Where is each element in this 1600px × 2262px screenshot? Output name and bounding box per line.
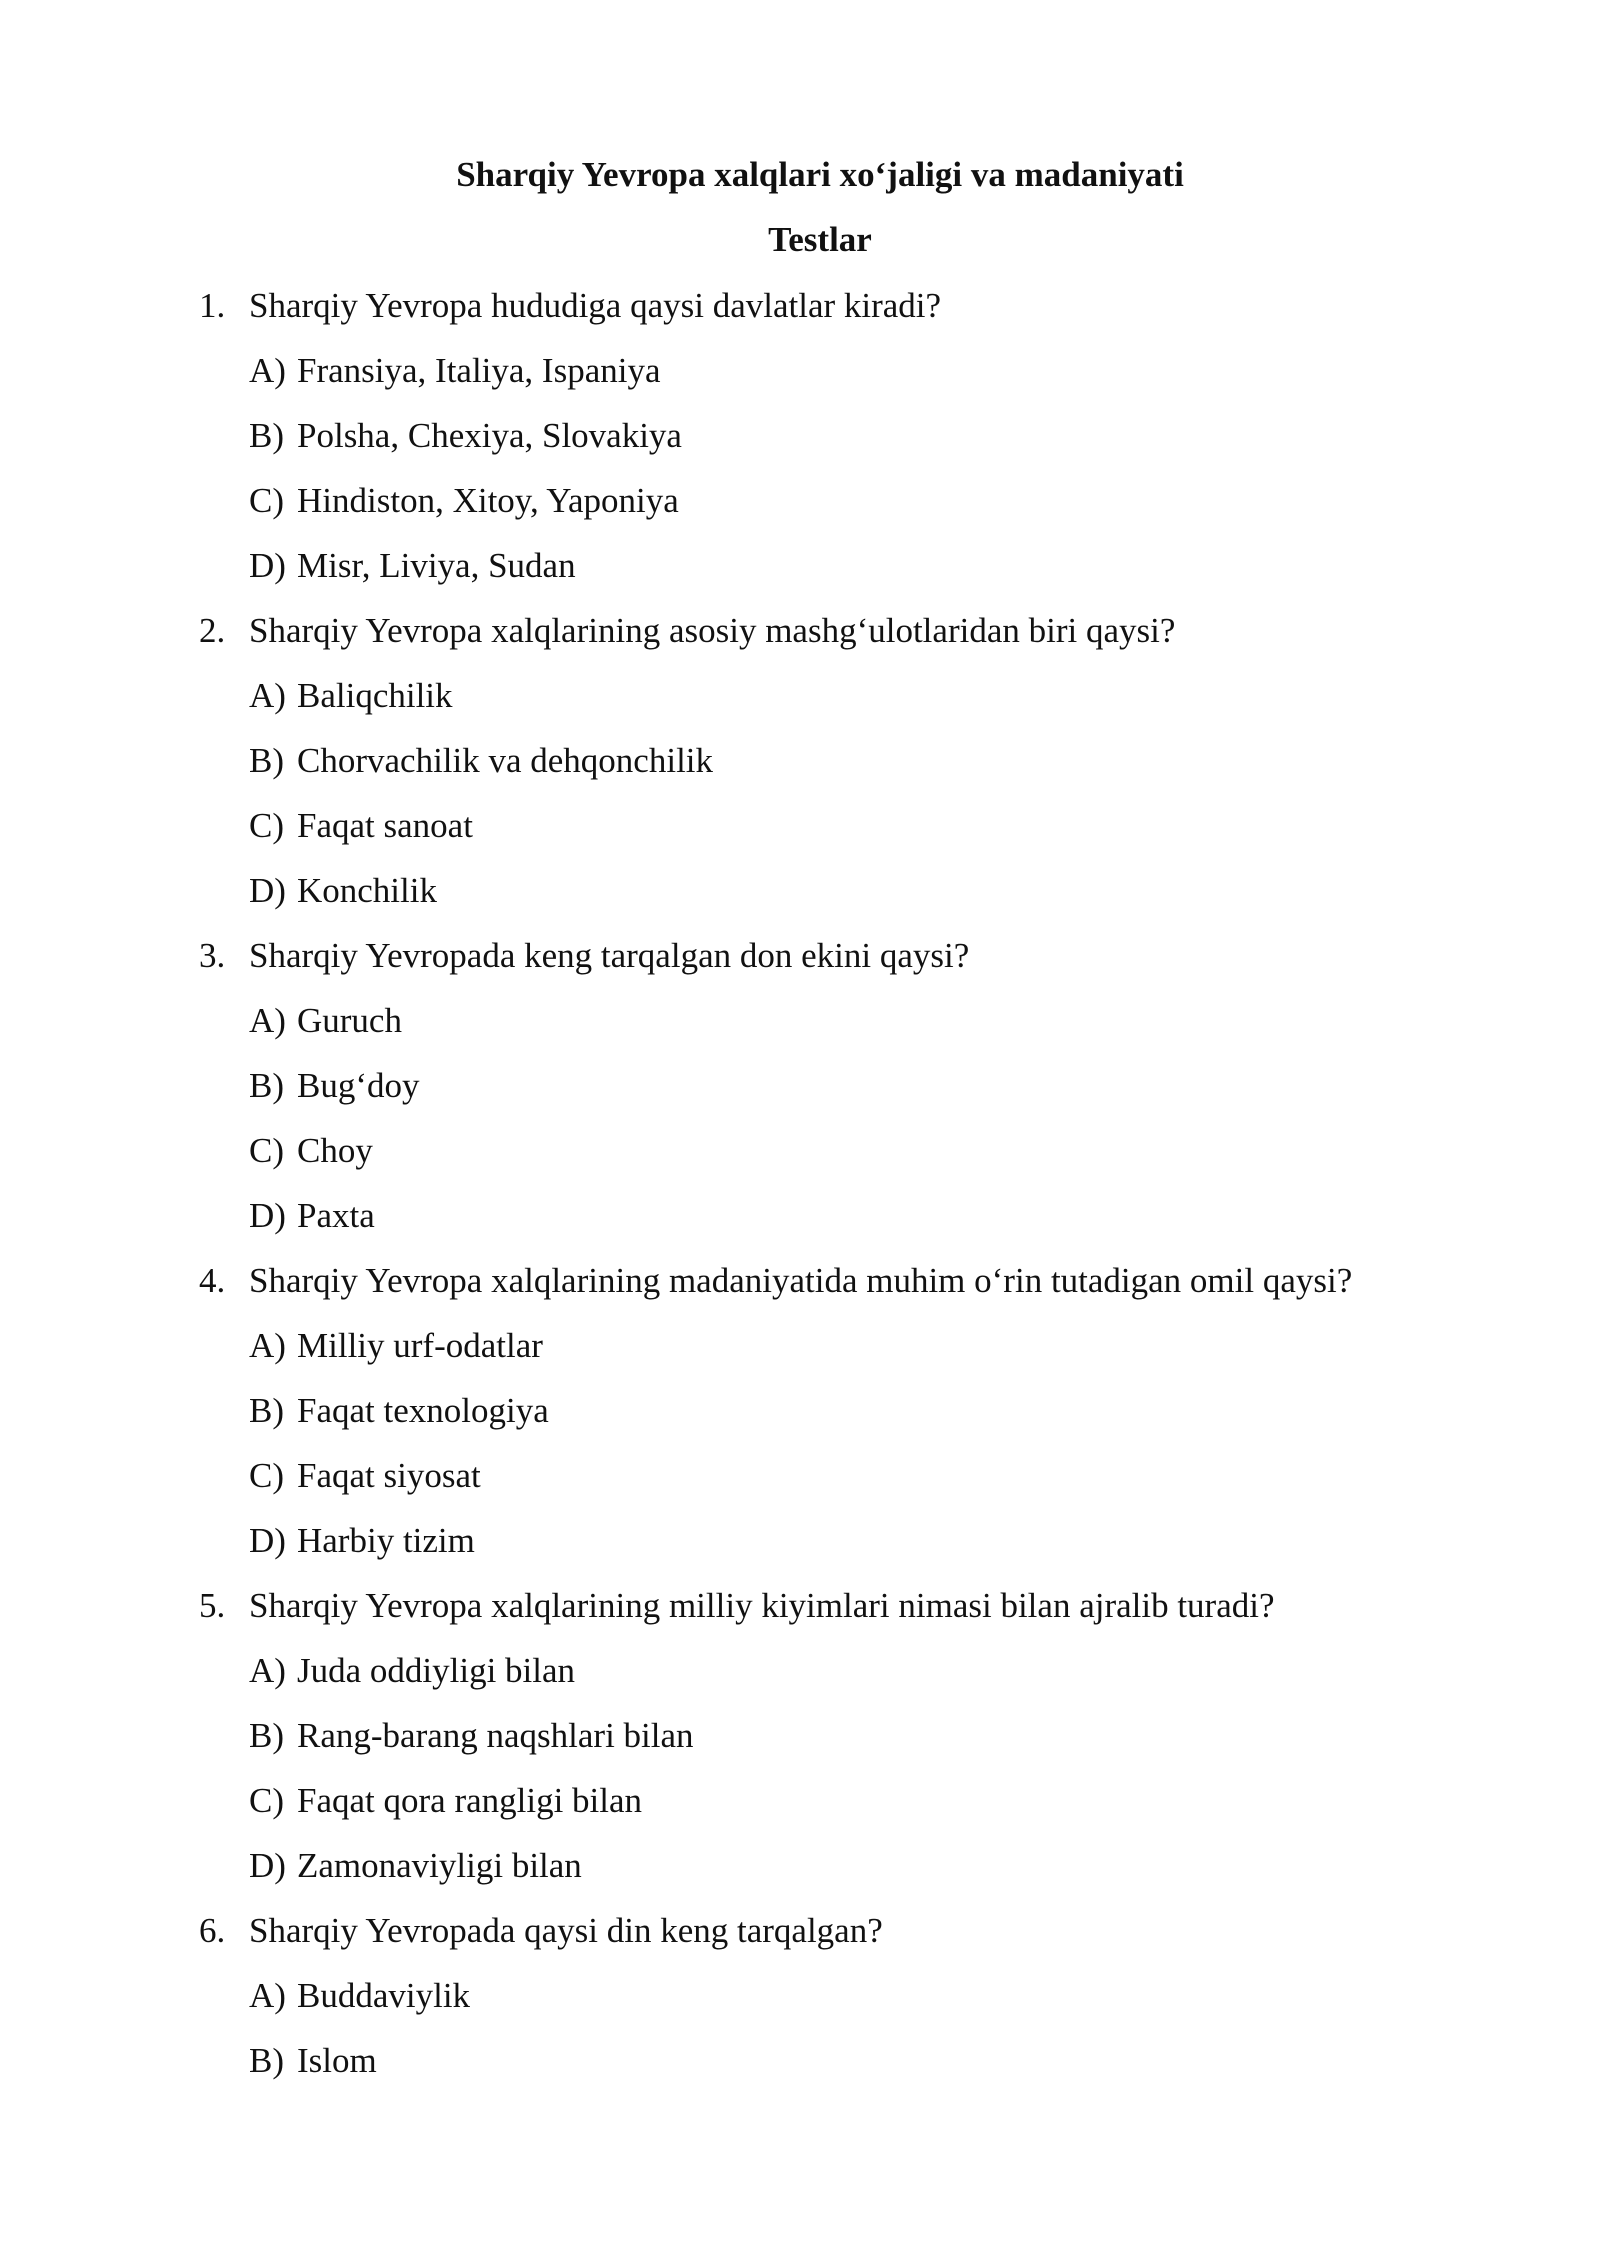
option-c — [0, 481, 1600, 546]
question-6 — [0, 1911, 1600, 2106]
option-a — [0, 1326, 1600, 1391]
option-b — [0, 416, 1600, 481]
question-number: 2. — [199, 611, 226, 650]
option-list — [0, 1001, 1600, 1261]
option-label: B) — [249, 1066, 284, 1105]
option-text: Harbiy tizim — [297, 1521, 475, 1560]
option-a — [0, 1976, 1600, 2041]
option-c — [0, 1456, 1600, 1521]
option-list — [0, 1326, 1600, 1586]
option-list — [0, 351, 1600, 611]
option-label: C) — [249, 481, 284, 520]
option-label: A) — [249, 1001, 286, 1040]
question-text: Sharqiy Yevropa xalqlarining madaniyatida muhim o‘rin tutadigan omil qaysi? — [249, 1261, 1353, 1300]
question-list — [0, 286, 1600, 2106]
option-label: C) — [249, 806, 284, 845]
option-text: Hindiston, Xitoy, Yaponiya — [297, 481, 679, 520]
question-2 — [0, 611, 1600, 936]
question-line — [0, 286, 1600, 351]
option-d — [0, 1196, 1600, 1261]
option-label: B) — [249, 416, 284, 455]
option-label: B) — [249, 1391, 284, 1430]
option-a — [0, 1001, 1600, 1066]
question-text: Sharqiy Yevropada qaysi din keng tarqalgan? — [249, 1911, 883, 1950]
option-d — [0, 871, 1600, 936]
option-text: Konchilik — [297, 871, 437, 910]
question-text: Sharqiy Yevropa xalqlarining asosiy mashg‘ulotlaridan biri qaysi? — [249, 611, 1176, 650]
option-label: D) — [249, 871, 286, 910]
option-text: Paxta — [297, 1196, 375, 1235]
option-label: D) — [249, 1196, 286, 1235]
option-label: D) — [249, 1521, 286, 1560]
option-text: Chorvachilik va dehqonchilik — [297, 741, 714, 780]
option-label: D) — [249, 546, 286, 585]
option-label: A) — [249, 676, 286, 715]
option-text: Zamonaviyligi bilan — [297, 1846, 582, 1885]
option-text: Juda oddiyligi bilan — [297, 1651, 576, 1690]
question-4 — [0, 1261, 1600, 1586]
document-subtitle: Testlar — [768, 220, 872, 259]
option-text: Faqat siyosat — [297, 1456, 481, 1495]
option-text: Polsha, Chexiya, Slovakiya — [297, 416, 682, 455]
question-line — [0, 611, 1600, 676]
question-text: Sharqiy Yevropa hududiga qaysi davlatlar kiradi? — [249, 286, 942, 325]
option-label: C) — [249, 1131, 284, 1170]
option-list — [0, 1651, 1600, 1911]
document-title: Sharqiy Yevropa xalqlari xo‘jaligi va madaniyati — [456, 155, 1184, 194]
option-label: B) — [249, 741, 284, 780]
option-label: C) — [249, 1456, 284, 1495]
option-label: D) — [249, 1846, 286, 1885]
option-d — [0, 1521, 1600, 1586]
option-text: Misr, Liviya, Sudan — [297, 546, 576, 585]
option-label: A) — [249, 1326, 286, 1365]
option-b — [0, 741, 1600, 806]
option-text: Fransiya, Italiya, Ispaniya — [297, 351, 661, 390]
question-number: 5. — [199, 1586, 226, 1625]
option-text: Milliy urf-odatlar — [297, 1326, 543, 1365]
option-text: Faqat qora rangligi bilan — [297, 1781, 643, 1820]
question-number: 4. — [199, 1261, 226, 1300]
option-d — [0, 1846, 1600, 1911]
option-text: Faqat sanoat — [297, 806, 473, 845]
question-number: 1. — [199, 286, 226, 325]
question-line — [0, 936, 1600, 1001]
option-text: Buddaviylik — [297, 1976, 471, 2015]
question-number: 6. — [199, 1911, 226, 1950]
question-number: 3. — [199, 936, 226, 975]
question-text: Sharqiy Yevropa xalqlarining milliy kiyimlari nimasi bilan ajralib turadi? — [249, 1586, 1275, 1625]
option-label: A) — [249, 351, 286, 390]
option-text: Bug‘doy — [297, 1066, 420, 1105]
option-a — [0, 1651, 1600, 1716]
option-b — [0, 2041, 1600, 2106]
question-1 — [0, 286, 1600, 611]
option-text: Guruch — [297, 1001, 402, 1040]
question-line — [0, 1261, 1600, 1326]
question-text: Sharqiy Yevropada keng tarqalgan don ekini qaysi? — [249, 936, 970, 975]
option-list — [0, 676, 1600, 936]
option-a — [0, 351, 1600, 416]
question-line — [0, 1911, 1600, 1976]
option-a — [0, 676, 1600, 741]
option-label: C) — [249, 1781, 284, 1820]
question-5 — [0, 1586, 1600, 1911]
option-d — [0, 546, 1600, 611]
question-line — [0, 1586, 1600, 1651]
option-text: Choy — [297, 1131, 373, 1170]
option-b — [0, 1066, 1600, 1131]
option-c — [0, 1781, 1600, 1846]
option-label: A) — [249, 1976, 286, 2015]
option-label: B) — [249, 2041, 284, 2080]
option-b — [0, 1391, 1600, 1456]
option-label: A) — [249, 1651, 286, 1690]
option-text: Islom — [297, 2041, 377, 2080]
option-c — [0, 1131, 1600, 1196]
option-b — [0, 1716, 1600, 1781]
option-c — [0, 806, 1600, 871]
option-label: B) — [249, 1716, 284, 1755]
option-text: Faqat texnologiya — [297, 1391, 549, 1430]
option-text: Rang-barang naqshlari bilan — [297, 1716, 694, 1755]
option-text: Baliqchilik — [297, 676, 453, 715]
option-list — [0, 1976, 1600, 2106]
question-3 — [0, 936, 1600, 1261]
